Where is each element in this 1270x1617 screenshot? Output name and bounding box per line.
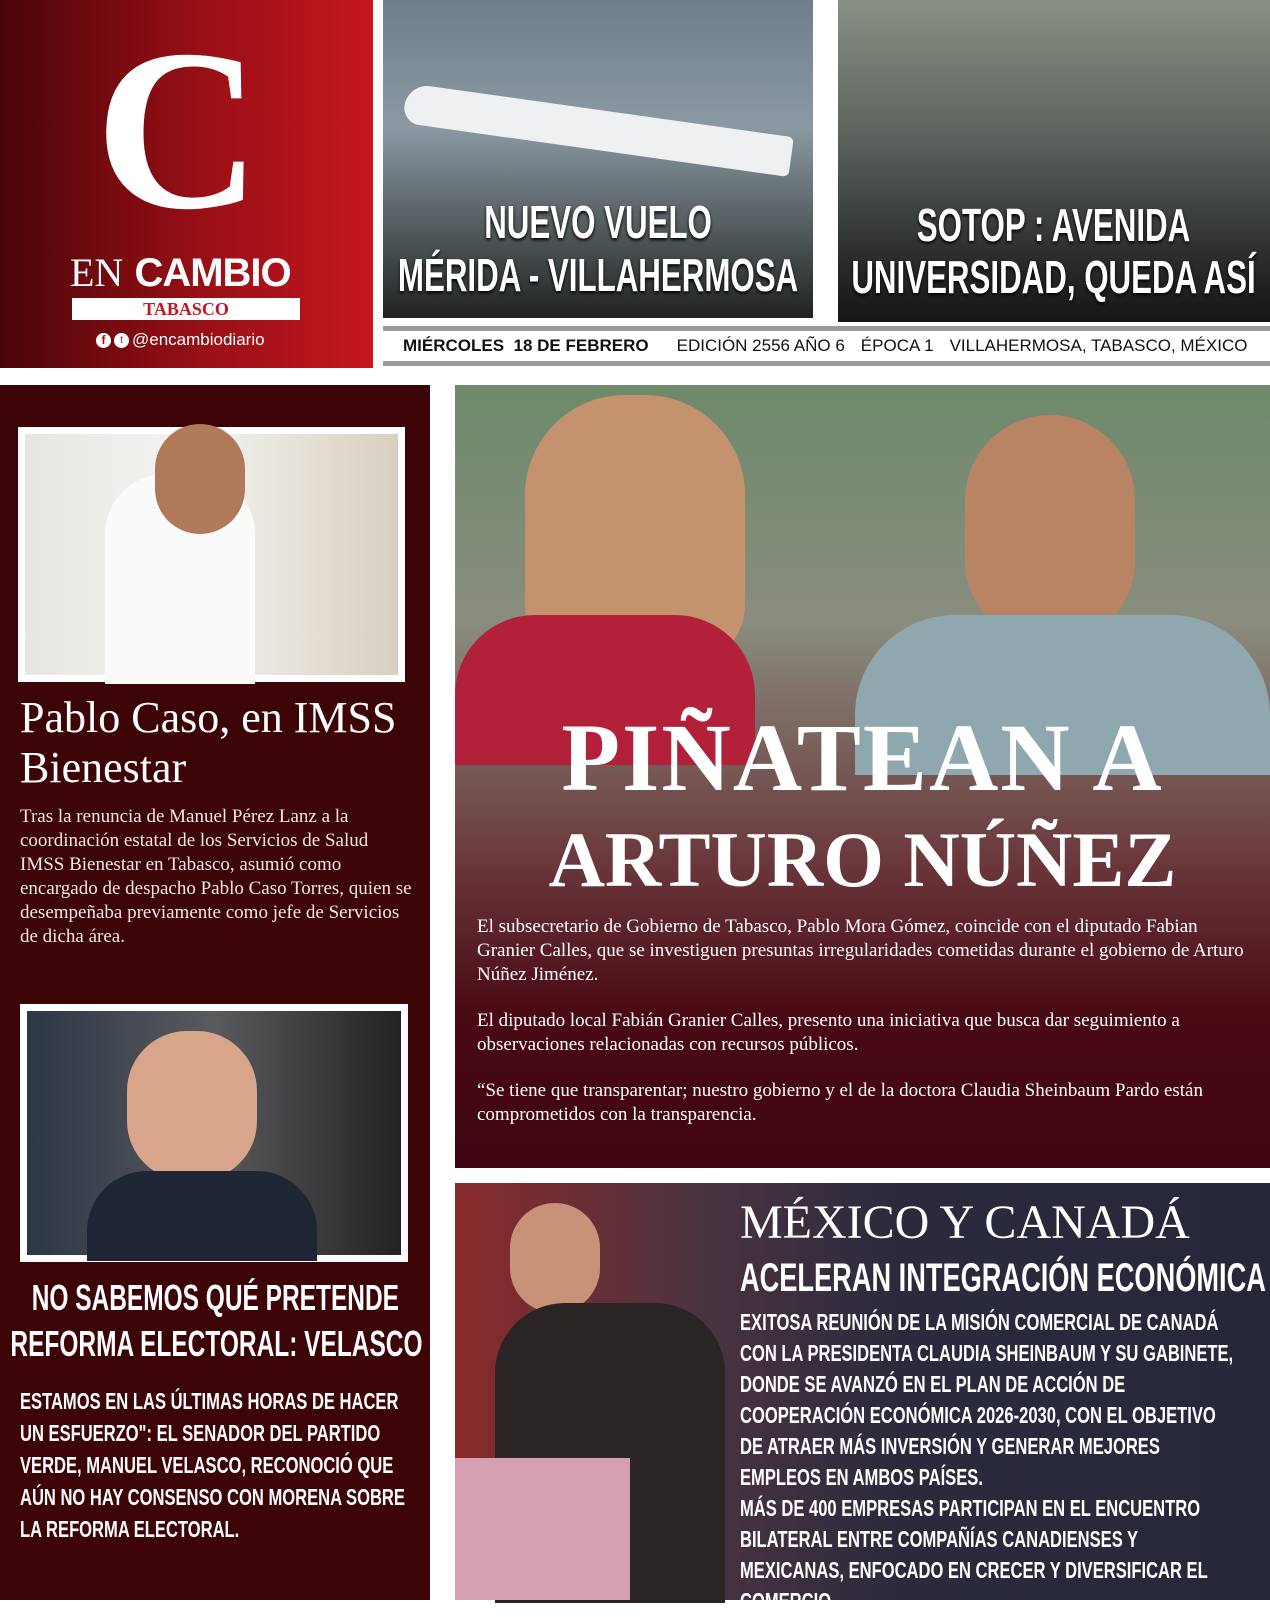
mx-headline: MÉXICO Y CANADÁ bbox=[740, 1196, 1190, 1249]
mx-body: MÁS DE 400 EMPRESAS PARTICIPAN EN EL ENCUENTRO BILATERAL ENTRE COMPAÑÍAS CANADIENSES Y MEXICANAS, ENFOCADO EN CRECER Y DIVERSIFICAR EL COMERCIO. bbox=[740, 1495, 1208, 1614]
social-handle[interactable]: @encambiodiario bbox=[132, 330, 265, 349]
left-column bbox=[0, 385, 430, 1600]
main-headline: PIÑATEAN A bbox=[561, 704, 1164, 811]
mexico-canada-story[interactable] bbox=[455, 1183, 1270, 1614]
epoch: ÉPOCA 1 bbox=[860, 336, 934, 355]
story-headline[interactable]: NO SABEMOS QUÉ PRETENDE bbox=[31, 1277, 399, 1318]
top-story-caption: NUEVO VUELO bbox=[484, 196, 712, 248]
story-headline[interactable]: REFORMA ELECTORAL: VELASCO bbox=[10, 1323, 423, 1364]
story-headline[interactable]: Pablo Caso, en IMSS Bienestar bbox=[20, 693, 397, 792]
facebook-icon[interactable]: f bbox=[96, 333, 111, 348]
main-paragraph: El subsecretario de Gobierno de Tabasco, Pablo Mora Gómez, coincide con el diputado Fabian Granier Calles, que se investiguen presuntas irregularidades cometidas durante el gobierno de Arturo Núñez Jiménez. bbox=[477, 916, 1244, 985]
main-paragraph: El diputado local Fabián Granier Calles, presento una iniciativa que busca dar seguimiento a observaciones relacionadas con recursos públicos. bbox=[477, 1010, 1180, 1055]
main-paragraph: “Se tiene que transparentar; nuestro gobierno y el de la doctora Claudia Sheinbaum Pardo están comprometidos con la transparencia. bbox=[477, 1080, 1203, 1125]
masthead-logo[interactable] bbox=[0, 0, 373, 368]
twitter-icon[interactable]: t bbox=[114, 333, 129, 348]
mx-body: EXITOSA REUNIÓN DE LA MISIÓN COMERCIAL DE CANADÁ CON LA PRESIDENTA CLAUDIA SHEINBAUM Y SU GABINETE, DONDE SE AVANZÓ EN EL PLAN DE ACCIÓN DE COOPERACIÓN ECONÓMICA 2026-2030, CON EL OBJETIVO DE ATRAER MÁS INVERSIÓN Y GENERAR MEJORES EMPLEOS EN AMBOS PAÍSES. bbox=[740, 1309, 1234, 1490]
speaker-photo bbox=[510, 1203, 600, 1313]
story-body: ESTAMOS EN LAS ÚLTIMAS HORAS DE HACER UN ESFUERZO": EL SENADOR DEL PARTIDO VERDE, MANUEL VELASCO, RECONOCIÓ QUE AÚN NO HAY CONSENSO CON MORENA SOBRE LA REFORMA ELECTORAL. bbox=[20, 1388, 405, 1542]
granier-photo bbox=[965, 415, 1135, 645]
brand-region: TABASCO bbox=[72, 298, 300, 320]
brand-en: EN bbox=[70, 250, 124, 295]
date: MIÉRCOLES 18 DE FEBRERO bbox=[403, 336, 649, 355]
top-story-avenue[interactable] bbox=[838, 0, 1270, 322]
pablo-caso-photo[interactable] bbox=[18, 427, 405, 682]
top-story-flight[interactable] bbox=[383, 0, 813, 318]
edition: EDICIÓN 2556 AÑO 6 bbox=[676, 336, 845, 355]
airplane-image bbox=[402, 83, 794, 177]
top-story-caption: UNIVERSIDAD, QUEDA ASÍ bbox=[851, 251, 1257, 303]
top-story-caption: SOTOP : AVENIDA bbox=[917, 199, 1191, 251]
dateline bbox=[383, 326, 1270, 366]
velasco-photo[interactable] bbox=[20, 1004, 408, 1262]
top-story-caption: MÉRIDA - VILLAHERMOSA bbox=[397, 249, 799, 301]
main-headline: ARTURO NÚÑEZ bbox=[548, 816, 1177, 903]
main-story[interactable] bbox=[455, 385, 1270, 1168]
mx-subhead: ACELERAN INTEGRACIÓN ECONÓMICA bbox=[740, 1256, 1266, 1300]
location: VILLAHERMOSA, TABASCO, MÉXICO bbox=[949, 336, 1248, 355]
story-body: Tras la renuncia de Manuel Pérez Lanz a la coordinación estatal de los Servicios de Salud IMSS Bienestar en Tabasco, asumió como encargado de despacho Pablo Caso Torres, quien se desempeñaba previamente como jefe de Servicios de dicha área. bbox=[20, 806, 412, 947]
brand-cambio: CAMBIO bbox=[134, 251, 291, 295]
logo-mark: C bbox=[95, 2, 262, 257]
